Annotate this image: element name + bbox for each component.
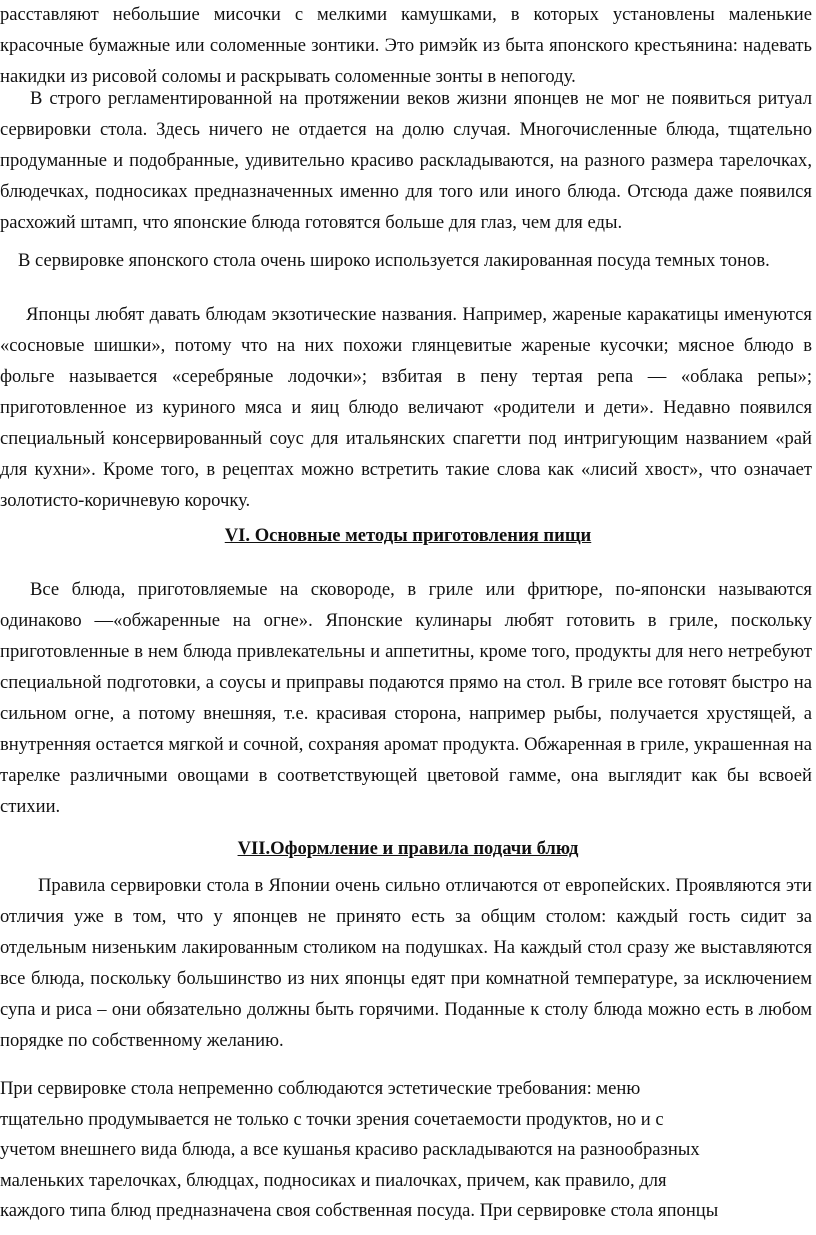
paragraph-table-ritual: В строго регламентированной на протяжении веков жизни японцев не мог не появиться ритуал сервировки стола. Здесь ничего не отдается на долю случая. Многочисленные блюда, тщательно продуманные и подобранные, удивительно красиво раскладываются, на разного размера тарелочках, блюдечках, подносиках предназначенных именно для того или иного блюда. Отсюда даже появился расхожий штамп, что японские блюда готовятся больше для глаз, чем для еды.: [0, 88, 812, 233]
section-7-paragraph: Правила сервировки стола в Японии очень сильно отличаются от европейских. Проявляются эти отличия уже в том, что у японцев не принято есть за общим столом: каждый гость сидит за отдельным низеньким лакированным столиком на подушках. На каждый стол сразу же выставляются все блюда, поскольку большинство из них японцы едят при комнатной температуре, за исключением супа и риса – они обязательно должны быть горячими. Поданные к столу блюда можно есть в любом порядке по собственному желанию.: [0, 875, 812, 1051]
paragraph-exotic-names: Японцы любят давать блюдам экзотические названия. Например, жареные каракатицы именуются «сосновые шишки», потому что на них похожи глянцевитые жареные кусочки; мясное блюдо в фольге называется «серебряные лодочки»; взбитая в пену тертая репа — «облака репы»; приготовленное из куриного мяса и яиц блюдо величают «родители и дети». Недавно появился специальный консервированный соус для итальянских спагетти под интригующим названием «рай для кухни». Кроме того, в рецептах можно встретить такие слова как «лисий хвост», что означает золотисто-коричневую корочку.: [0, 304, 812, 511]
section-7-heading: VII.Оформление и правила подачи блюд: [237, 838, 579, 859]
section-7-paragraph-2: [0, 1074, 816, 1227]
section-6-heading: VI. Основные методы приготовления пищи: [224, 525, 592, 546]
paragraph-umbrellas: расставляют небольшие мисочки с мелкими камушками, в которых установлены маленькие красочные бумажные или соломенные зонтики. Это римэйк из быта японского крестьянина: надевать накидки из рисовой соломы и раскрывать соломенные зонты в непогоду.: [0, 4, 812, 87]
text-line: учетом внешнего вида блюда, а все кушанья красиво раскладываются на разнообразных: [0, 1139, 700, 1160]
paragraph-lacquered-dishes: В сервировке японского стола очень широко используется лакированная посуда темных тонов.: [18, 250, 770, 271]
text-line: тщательно продумывается не только с точки зрения сочетаемости продуктов, но и с: [0, 1108, 664, 1130]
text-line: каждого типа блюд предназначена своя собственная посуда. При сервировке стола японцы: [0, 1200, 719, 1221]
section-6-paragraph: Все блюда, приготовляемые на сковороде, в гриле или фритюре, по-японски называются одинаково —«обжаренные на огне». Японские кулинары любят готовить в гриле, поскольку приготовленные в нем блюда привлекательны и аппетитны, кроме того, продукты для него нетребуют специальной подготовки, а соусы и приправы подаются прямо на стол. В гриле все готовят быстро на сильном огне, а потому внешняя, т.е. красивая сторона, например рыбы, получается хрустящей, а внутренняя остается мягкой и сочной, сохраняя аромат продукта. Обжаренная в гриле, украшенная на тарелке различными овощами в соответствующей цветовой гамме, она выглядит как бы всвоей стихии.: [0, 579, 812, 817]
text-line: маленьких тарелочках, блюдцах, подносиках и пиалочках, причем, как правило, для: [0, 1169, 667, 1191]
text-line: При сервировке стола непременно соблюдаются эстетические требования: меню: [0, 1078, 641, 1099]
